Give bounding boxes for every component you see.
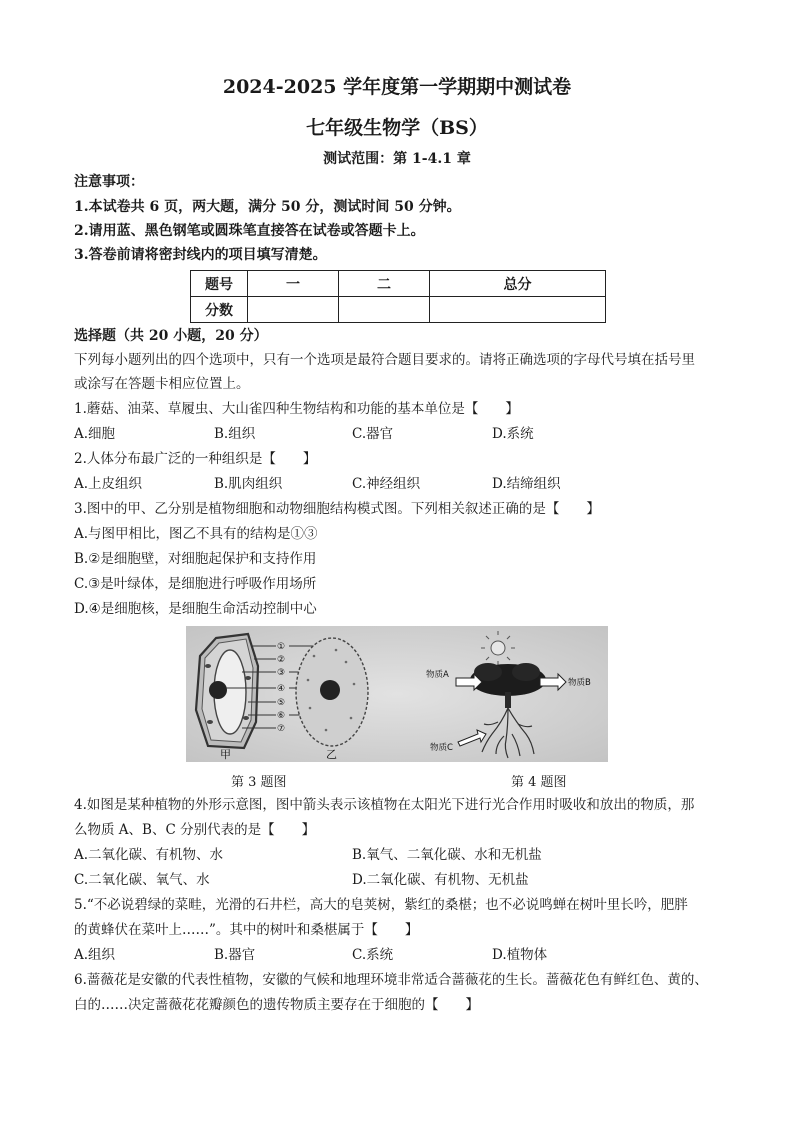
score-table-value-row [191,297,606,323]
plant-nucleus [209,681,227,699]
question-1-option-d: D.系统 [492,426,534,442]
score-header-cell: 总分 [430,271,606,297]
question-2-option-a: A.上皮组织 [74,476,143,492]
question-5-stem-cont: 的黄蜂伏在菜叶上……”。其中的树叶和桑椹属于【 】 [74,922,419,938]
plant-stem [505,692,511,708]
score-row-label: 分数 [191,297,248,323]
section-instruction: 下列每小题列出的四个选项中，只有一个选项是最符合题目要求的。请将正确选项的字母代号填在括号里 [74,352,695,368]
notice-item: 2.请用蓝、黑色钢笔或圆珠笔直接答在试卷或答题卡上。 [74,223,425,239]
question-3-option-d: D.④是细胞核，是细胞生命活动控制中心 [74,601,317,617]
cell-number-labels [277,642,285,734]
question-2-option-b: B.肌肉组织 [214,476,283,492]
figure-4-caption: 第 4 题图 [511,775,567,790]
animal-nucleus [320,680,340,700]
question-4-option-b: B.氧气、二氧化碳、水和无机盐 [352,847,542,863]
question-2-option-d: D.结缔组织 [492,476,561,492]
cell-label-5: ⑤ [277,698,286,708]
substance-b-label: 物质B [568,678,591,688]
question-4-option-d: D.二氧化碳、有机物、无机盐 [352,872,529,888]
question-3-option-b: B.②是细胞壁，对细胞起保护和支持作用 [74,551,317,567]
section-heading: 选择题（共 20 小题，20 分） [74,328,268,344]
cell-name-jia: 甲 [220,748,231,761]
question-2-option-c: C.神经组织 [352,476,421,492]
cell-label-4: ④ [277,684,286,694]
notice-heading: 注意事项： [74,174,144,190]
exam-subtitle: 七年级生物学（BS） [306,117,488,139]
question-4-stem: 4.如图是某种植物的外形示意图，图中箭头表示该植物在太阳光下进行光合作用时吸收和放出的物质，那 [74,797,695,813]
cell-label-3: ③ [277,668,286,678]
score-table [190,270,606,323]
question-3-option-a: A.与图甲相比，图乙不具有的结构是①③ [74,526,318,542]
notice-item: 1.本试卷共 6 页，两大题，满分 50 分，测试时间 50 分钟。 [74,199,461,215]
cell-label-1: ① [277,642,286,652]
substance-c-label: 物质C [430,743,453,753]
question-6-stem-cont: 白的……决定蔷薇花花瓣颜色的遗传物质主要存在于细胞的【 】 [74,997,479,1013]
question-5-option-b: B.器官 [214,947,256,963]
question-1-option-b: B.组织 [214,426,256,442]
question-5-option-c: C.系统 [352,947,394,963]
question-1-option-a: A.细胞 [74,426,116,442]
score-cell [339,297,430,323]
animal-cell-diagram [296,638,368,746]
score-cell [248,297,339,323]
figure-photo [186,626,608,762]
score-table-header-row [191,271,606,297]
score-header-cell: 题号 [191,271,248,297]
substance-a-label: 物质A [426,670,449,680]
score-cell [430,297,606,323]
question-1-option-c: C.器官 [352,426,394,442]
exam-title: 2024-2025 学年度第一学期期中测试卷 [222,76,572,98]
cell-label-7: ⑦ [277,724,286,734]
score-header-cell: 二 [339,271,430,297]
question-4-stem-cont: 么物质 A、B、C 分别代表的是【 】 [74,822,316,838]
question-3-option-c: C.③是叶绿体，是细胞进行呼吸作用场所 [74,576,317,592]
question-4-option-c: C.二氧化碳、氧气、水 [74,872,210,888]
question-4-option-a: A.二氧化碳、有机物、水 [74,847,224,863]
question-1-stem: 1.蘑菇、油菜、草履虫、大山雀四种生物结构和功能的基本单位是【 】 [74,401,519,417]
notice-item: 3.答卷前请将密封线内的项目填写清楚。 [74,247,327,263]
question-5-option-d: D.植物体 [492,947,548,963]
question-3-stem: 3.图中的甲、乙分别是植物细胞和动物细胞结构模式图。下列相关叙述正确的是【 】 [74,501,600,517]
cell-label-2: ② [277,655,286,665]
cell-label-6: ⑥ [277,711,286,721]
plant-cell-diagram [196,634,258,748]
section-instruction: 或涂写在答题卡相应位置上。 [74,376,250,392]
question-5-option-a: A.组织 [74,947,116,963]
figure-illustration [186,626,608,762]
question-2-stem: 2.人体分布最广泛的一种组织是【 】 [74,451,317,467]
score-header-cell: 一 [248,271,339,297]
question-6-stem: 6.蔷薇花是安徽的代表性植物，安徽的气候和地理环境非常适合蔷薇花的生长。蔷薇花色有鲜红色、黄的、 [74,972,708,988]
cell-name-yi: 乙 [326,748,337,761]
question-5-stem: 5.“不必说碧绿的菜畦，光滑的石井栏，高大的皂荚树，紫红的桑椹；也不必说鸣蝉在树叶里长吟，肥胖 [74,897,688,913]
test-scope: 测试范围：第 1-4.1 章 [323,151,471,167]
figure-3-caption: 第 3 题图 [231,775,287,790]
